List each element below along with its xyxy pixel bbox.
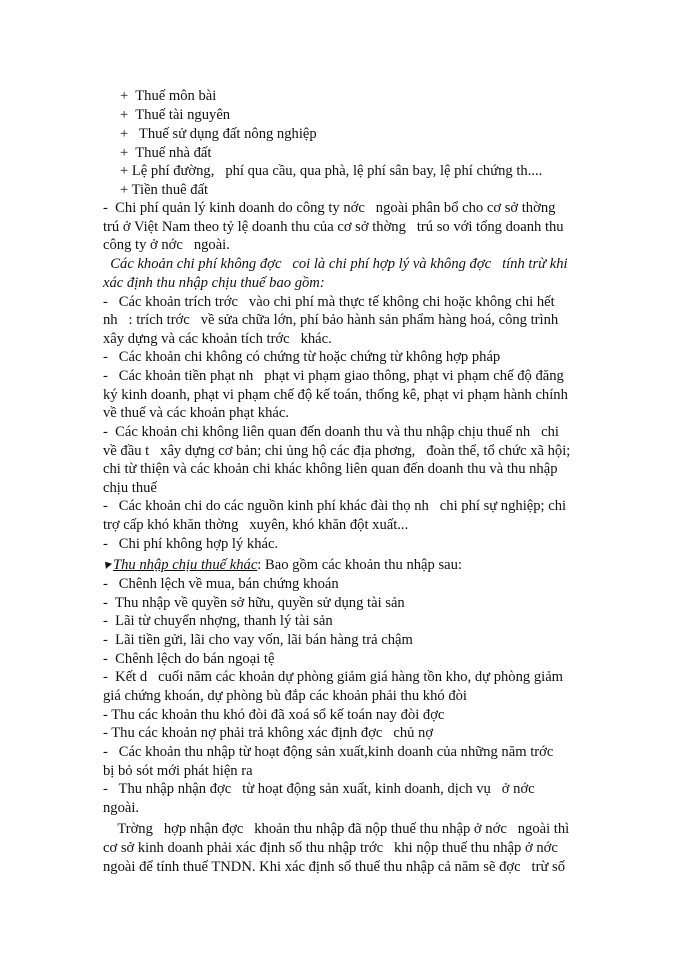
list-line: - Các khoản chi không có chứng từ hoặc chứng từ không hợp pháp <box>103 349 501 365</box>
list-line: - Lãi tiền gửi, lãi cho vay vốn, lãi bán hàng trả chậm <box>103 632 413 648</box>
list-line: - Lãi từ chuyển nhợng, thanh lý tài sản <box>103 613 333 629</box>
paragraph-line: - Chi phí quản lý kinh doanh do công ty nớc ngoài phân bổ cho cơ sở thờng <box>103 200 556 216</box>
list-line: bị bỏ sót mới phát hiện ra <box>103 763 253 779</box>
paragraph-line: Trờng hợp nhận đợc khoản thu nhập đã nộp thuế thu nhập ở nớc ngoài thì <box>103 821 570 837</box>
list-line: ngoài. <box>103 800 140 816</box>
tax-item: + Lệ phí đường, phí qua cầu, qua phà, lệ phí sân bay, lệ phí chứng th.... <box>120 163 543 179</box>
paragraph-line: công ty ở nớc ngoài. <box>103 237 230 253</box>
list-line: - Các khoản tiền phạt nh phạt vi phạm giao thông, phạt vi phạm chế độ đăng <box>103 368 564 384</box>
list-line: - Chi phí không hợp lý khác. <box>103 536 279 552</box>
list-line: - Các khoản chi không liên quan đến doanh thu và thu nhập chịu thuế nh chi <box>103 424 559 440</box>
tax-item: + Thuế môn bài <box>120 88 217 104</box>
list-line: - Các khoản thu nhập từ hoạt động sản xuất,kinh doanh của những năm trớc <box>103 744 554 760</box>
tax-item: + Thuế tài nguyên <box>120 107 231 123</box>
paragraph-line: ngoài để tính thuế TNDN. Khi xác định số thuế thu nhập cả năm sẽ đợc trừ số <box>103 859 565 875</box>
list-line: - Thu nhập về quyền sở hữu, quyền sử dụng tài sản <box>103 595 405 611</box>
section-heading: xác định thu nhập chịu thuế bao gồm: <box>103 275 325 291</box>
other-income-title: Thu nhập chịu thuế khác <box>113 557 258 573</box>
list-line: chịu thuế <box>103 480 157 496</box>
other-income-intro: : Bao gồm các khoản thu nhập sau: <box>257 557 462 573</box>
list-line: - Thu các khoản nợ phải trả không xác định đợc chủ nợ <box>103 725 434 741</box>
paragraph-line: cơ sở kinh doanh phải xác định số thu nhập trớc khi nộp thuế thu nhập ở nớc <box>103 840 558 856</box>
other-income-heading <box>103 556 462 575</box>
list-line: nh : trích trớc về sửa chữa lớn, phí bảo hành sản phẩm hàng hoá, công trình <box>103 312 559 328</box>
list-line: - Thu nhập nhận đợc từ hoạt động sản xuất, kinh doanh, dịch vụ ở nớc <box>103 781 535 797</box>
tax-item: + Tiền thuê đất <box>120 182 209 198</box>
list-line: về thuế và các khoản phạt khác. <box>103 405 289 421</box>
list-line: ký kinh doanh, phạt vi phạm chế độ kế toán, thống kê, phạt vi phạm hành chính <box>103 387 568 403</box>
tax-item: + Thuế sử dụng đất nông nghiệp <box>120 126 317 142</box>
diamond-bullet-icon <box>102 559 112 569</box>
list-line: chi từ thiện và các khoản chi khác không liên quan đến doanh thu và thu nhập <box>103 461 558 477</box>
list-line: - Các khoản trích trớc vào chi phí mà thực tế không chi hoặc không chi hết <box>103 294 555 310</box>
paragraph-line: trú ở Việt Nam theo tỷ lệ doanh thu của cơ sở thờng trú so với tổng doanh thu <box>103 219 564 235</box>
list-line: về đầu t xây dựng cơ bản; chi ủng hộ các địa phơng, đoàn thể, tổ chức xã hội; <box>103 443 571 459</box>
list-line: trợ cấp khó khăn thờng xuyên, khó khăn đột xuất... <box>103 517 409 533</box>
list-line: giá chứng khoán, dự phòng bù đắp các khoản phải thu khó đòi <box>103 688 467 704</box>
tax-item: + Thuế nhà đất <box>120 145 212 161</box>
section-heading: Các khoản chi phí không đợc coi là chi phí hợp lý và không đợc tính trừ khi <box>103 256 568 272</box>
list-line: - Thu các khoản thu khó đòi đã xoá sổ kế toán nay đòi đợc <box>103 707 445 723</box>
list-line: - Các khoản chi do các nguồn kinh phí khác đài thọ nh chi phí sự nghiệp; chi <box>103 498 567 514</box>
list-line: - Chênh lệch do bán ngoại tệ <box>103 651 275 667</box>
list-line: - Chênh lệch về mua, bán chứng khoán <box>103 576 339 592</box>
list-line: xây dựng và các khoản tích trớc khác. <box>103 331 332 347</box>
list-line: - Kết d cuối năm các khoản dự phòng giảm giá hàng tồn kho, dự phòng giảm <box>103 669 564 685</box>
